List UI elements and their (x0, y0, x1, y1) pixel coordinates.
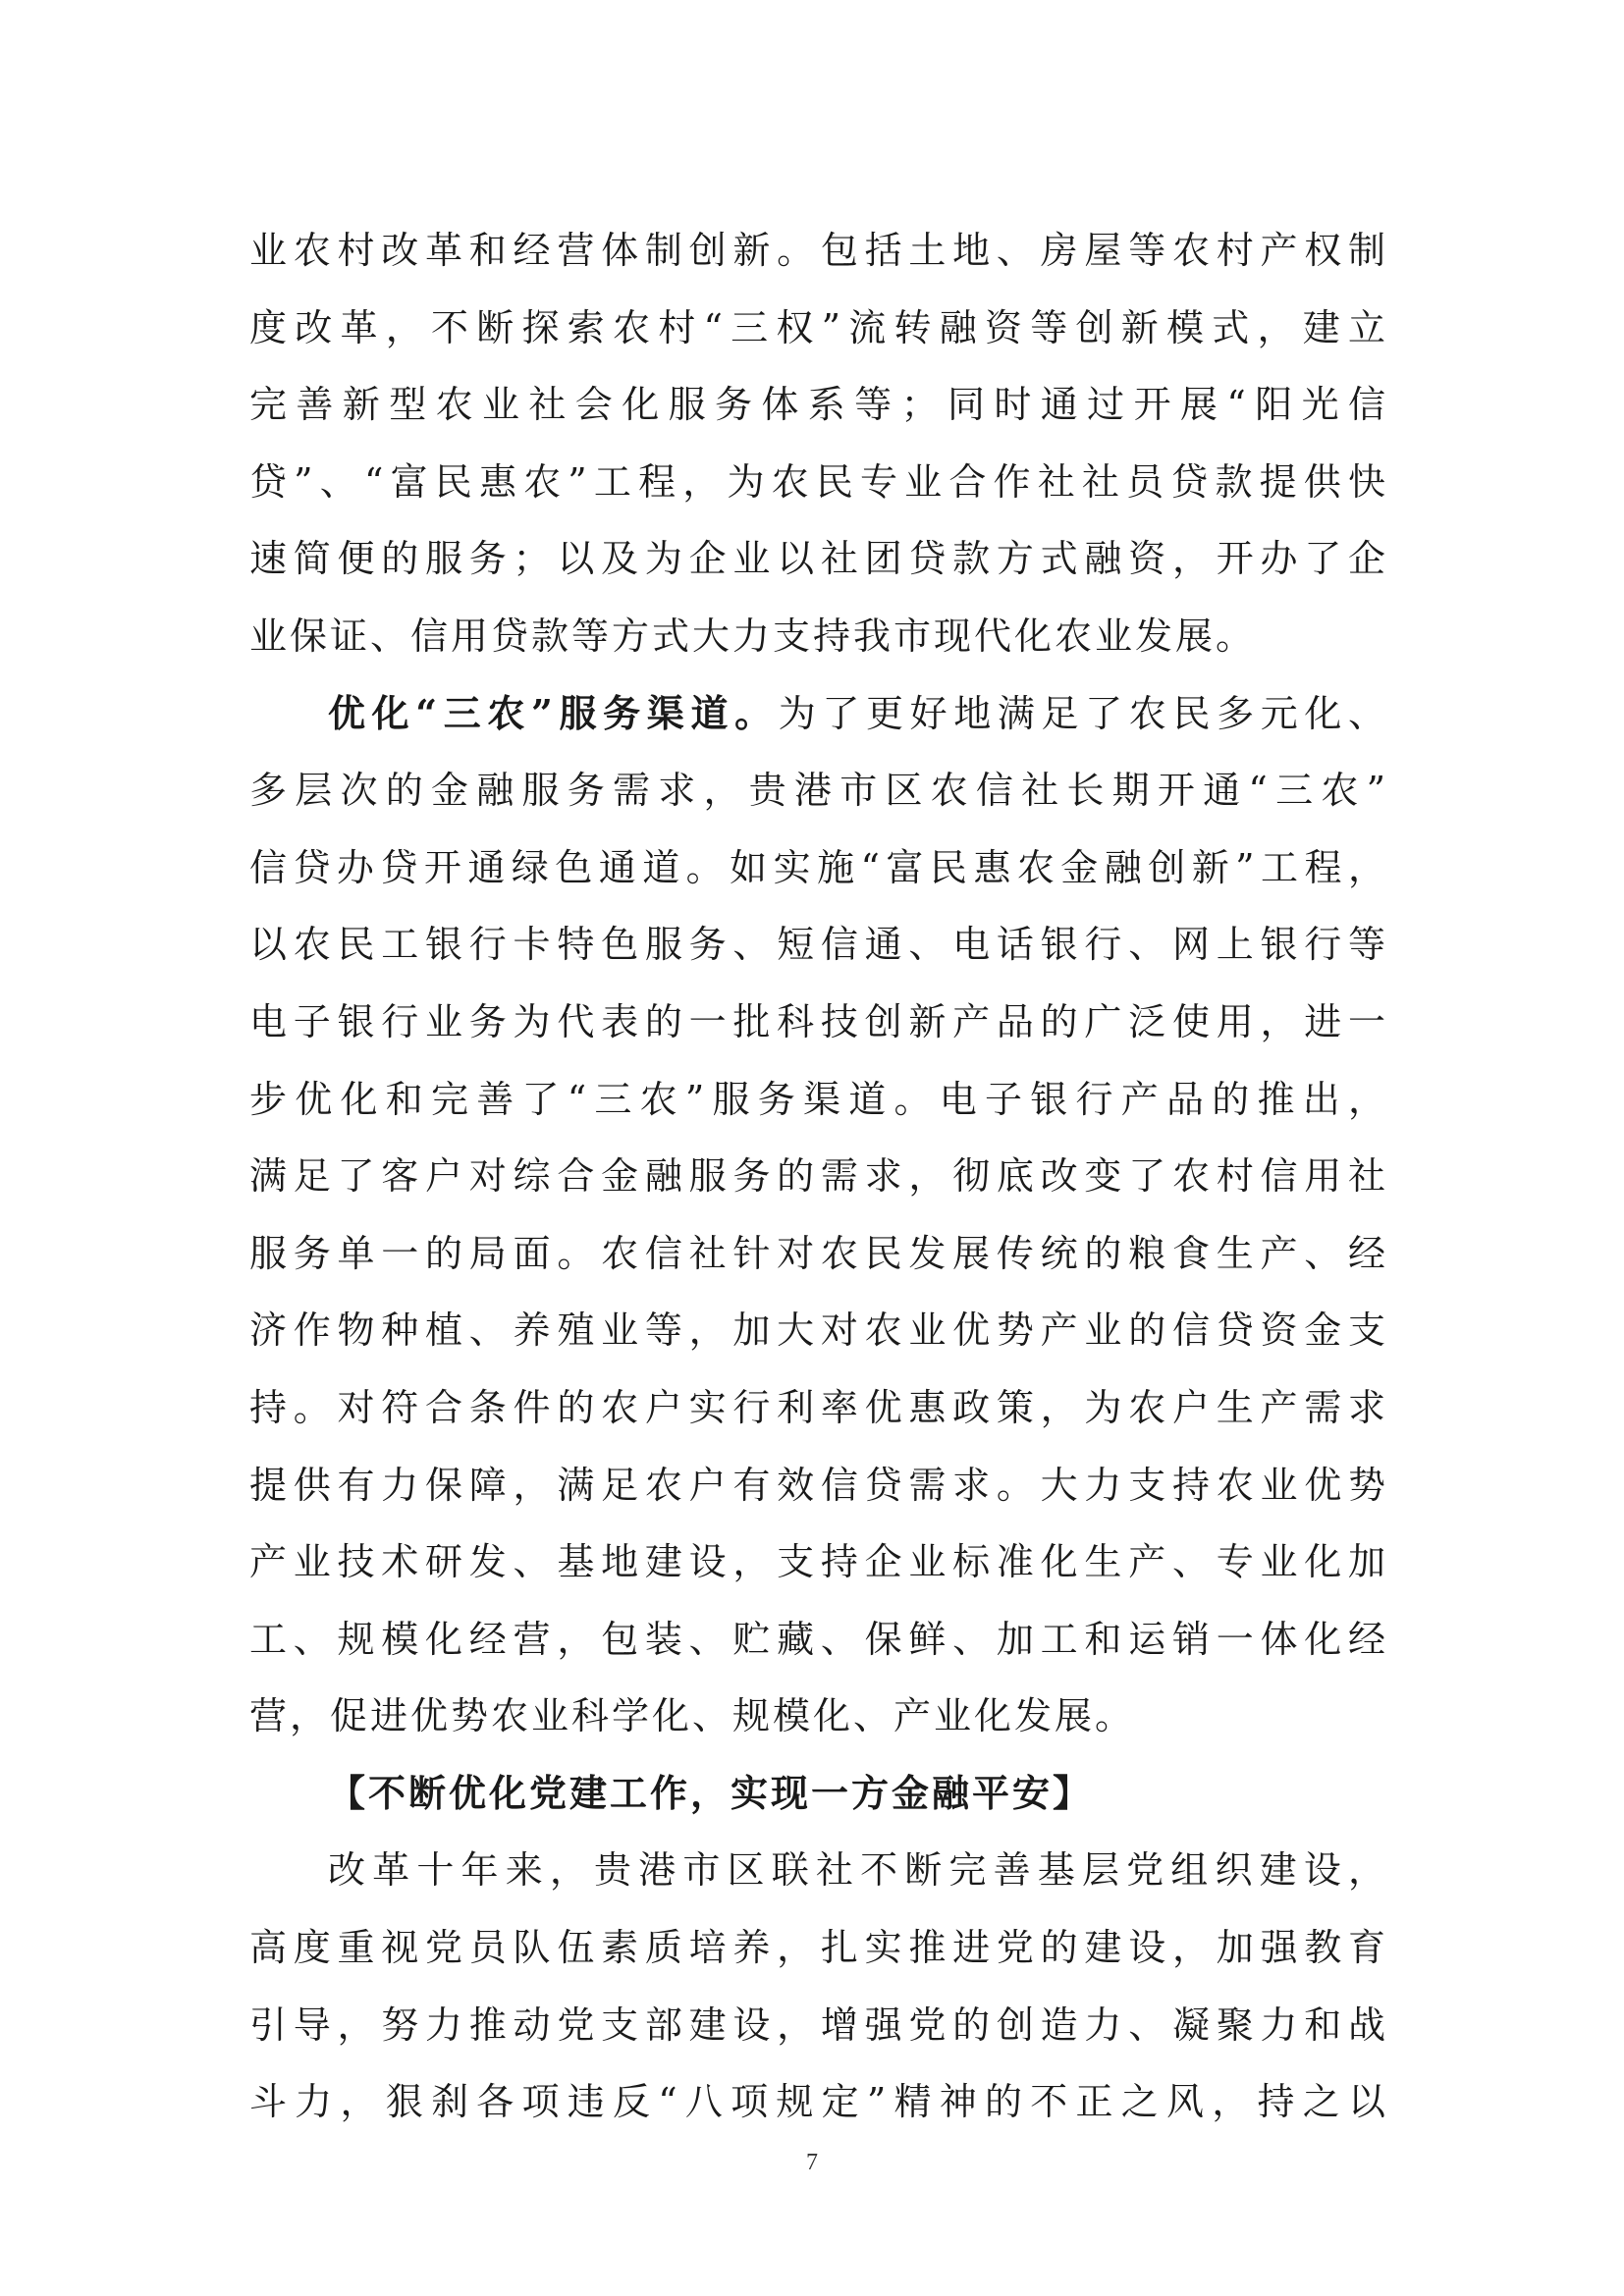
section-heading: 【不断优化党建工作，实现一方金融平安】 (328, 1770, 1094, 1815)
paragraph-line: 斗力，狠刹各项违反“八项规定”精神的不正之风，持之以 (249, 2080, 1388, 2124)
paragraph-line: 贷”、“富民惠农”工程，为农民专业合作社社员贷款提供快 (249, 459, 1388, 504)
paragraph-line: 度改革，不断探索农村“三权”流转融资等创新模式，建立 (249, 305, 1388, 349)
paragraph-first-line: 改革十年来，贵港市区联社不断完善基层党组织建设， (328, 1848, 1388, 1893)
paragraph-line: 产业技术研发、基地建设，支持企业标准化生产、专业化加 (249, 1540, 1388, 1584)
paragraph-line: 电子银行业务为代表的一批科技创新产品的广泛使用，进一 (249, 999, 1388, 1043)
paragraph-line: 高度重视党员队伍素质培养，扎实推进党的建设，加强教育 (249, 1926, 1388, 1970)
paragraph-lead-text: 为了更好地满足了农民多元化、 (778, 691, 1388, 735)
paragraph-line: 完善新型农业社会化服务体系等；同时通过开展“阳光信 (249, 383, 1388, 427)
paragraph-line: 以农民工银行卡特色服务、短信通、电话银行、网上银行等 (249, 923, 1388, 967)
paragraph-line: 信贷办贷开通绿色通道。如实施“富民惠农金融创新”工程， (249, 845, 1388, 889)
paragraph-line: 工、规模化经营，包装、贮藏、保鲜、加工和运销一体化经 (249, 1617, 1388, 1661)
paragraph-line: 业农村改革和经营体制创新。包括土地、房屋等农村产权制 (249, 229, 1388, 272)
paragraph-line: 业保证、信用贷款等方式大力支持我市现代化农业发展。 (249, 614, 1257, 658)
body-text (249, 212, 1388, 2141)
paragraph-line: 济作物种植、养殖业等，加大对农业优势产业的信贷资金支 (249, 1308, 1388, 1353)
paragraph-line: 步优化和完善了“三农”服务渠道。电子银行产品的推出， (249, 1077, 1388, 1121)
paragraph-line: 提供有力保障，满足农户有效信贷需求。大力支持农业优势 (249, 1463, 1388, 1507)
paragraph-lead-title: 优化“三农”服务渠道。 (328, 690, 779, 735)
page-number: 7 (806, 2150, 818, 2175)
paragraph-line: 满足了客户对综合金融服务的需求，彻底改变了农村信用社 (249, 1154, 1388, 1199)
paragraph-line: 引导，努力推动党支部建设，增强党的创造力、凝聚力和战 (249, 2002, 1388, 2047)
paragraph-line: 服务单一的局面。农信社针对农民发展传统的粮食生产、经 (249, 1231, 1388, 1275)
paragraph-line: 速简便的服务；以及为企业以社团贷款方式融资，开办了企 (249, 537, 1388, 581)
paragraph-line: 营，促进优势农业科学化、规模化、产业化发展。 (249, 1694, 1136, 1738)
paragraph-line: 多层次的金融服务需求，贵港市区农信社长期开通“三农” (249, 769, 1388, 813)
paragraph-first-line (249, 675, 1388, 753)
paragraph-line: 持。对符合条件的农户实行利率优惠政策，为农户生产需求 (249, 1385, 1388, 1429)
